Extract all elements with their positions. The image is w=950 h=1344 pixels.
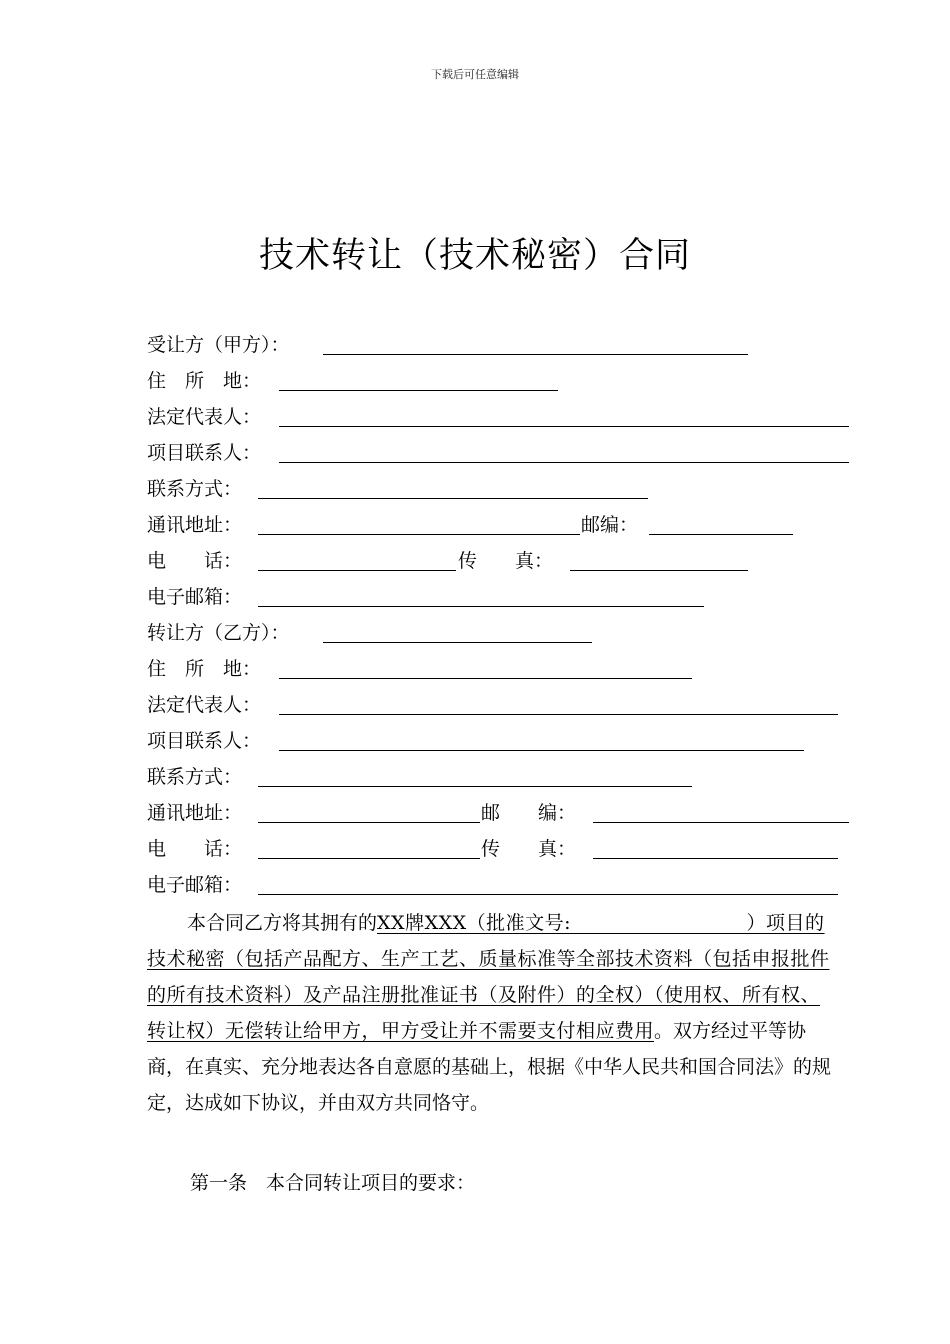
preamble-tail: 。双方经过平等协商，在真实、充分地表达各自意愿的基础上，根据《中华人民共和国合同法》的规定，达成如下协议，并由双方共同恪守。 [147, 1020, 832, 1114]
legal-rep-b-label: 法定代表人： [147, 694, 262, 716]
mail-address-a-label: 通讯地址： [147, 514, 243, 536]
email-b-blank[interactable] [258, 894, 838, 895]
mail-address-b-blank[interactable] [258, 822, 480, 823]
postcode-a-blank[interactable] [649, 534, 793, 535]
contact-person-b-blank[interactable] [279, 750, 804, 751]
contract-title: 技术转让（技术秘密）合同 [258, 236, 691, 276]
party-b-label: 转让方（乙方）： [147, 622, 290, 644]
contact-person-a-blank[interactable] [279, 462, 849, 463]
postcode-b-blank[interactable] [593, 822, 849, 823]
address-a-label: 住 所 地： [147, 370, 262, 392]
fax-a-blank[interactable] [570, 570, 748, 571]
contact-method-a-blank[interactable] [258, 498, 648, 499]
legal-rep-a-label: 法定代表人： [147, 406, 262, 428]
contact-method-a-label: 联系方式： [147, 478, 243, 500]
address-b-label: 住 所 地： [147, 658, 262, 680]
phone-a-label: 电 话： [147, 550, 243, 572]
contact-method-b-label: 联系方式： [147, 766, 243, 788]
phone-a-blank[interactable] [258, 570, 456, 571]
preamble-lead: 本合同乙方将其拥有的 [187, 912, 378, 934]
article-1-heading: 第一条 本合同转让项目的要求： [190, 1172, 476, 1194]
fax-b-label: 传 真： [481, 838, 577, 860]
address-a-blank[interactable] [279, 390, 558, 391]
postcode-b-label: 邮 编： [481, 802, 577, 824]
party-a-blank[interactable] [323, 354, 748, 355]
email-a-label: 电子邮箱： [147, 586, 243, 608]
fax-a-label: 传 真： [458, 550, 554, 572]
fax-b-blank[interactable] [593, 858, 838, 859]
phone-b-blank[interactable] [258, 858, 480, 859]
legal-rep-a-blank[interactable] [279, 426, 849, 427]
legal-rep-b-blank[interactable] [279, 714, 838, 715]
page-header: 下载后可任意编辑 [431, 68, 519, 81]
email-b-label: 电子邮箱： [147, 874, 243, 896]
contract-preamble [147, 905, 839, 1121]
address-b-blank[interactable] [279, 678, 692, 679]
email-a-blank[interactable] [258, 606, 704, 607]
phone-b-label: 电 话： [147, 838, 243, 860]
contact-person-b-label: 项目联系人： [147, 730, 262, 752]
contact-method-b-blank[interactable] [258, 786, 692, 787]
preamble-underlined: XX牌XXX（批准文号: ）项目的技术秘密（包括产品配方、生产工艺、质量标准等全部技术资料（包括申报批件的所有技术资料）及产品注册批准证书（及附件）的全权）（使用权、所有权、转让权）无偿转让给甲方，甲方受让并不需要支付相应费用 [147, 912, 830, 1042]
postcode-a-label: 邮编： [581, 514, 639, 536]
party-a-label: 受让方（甲方）： [147, 334, 290, 356]
party-b-blank[interactable] [323, 642, 592, 643]
mail-address-b-label: 通讯地址： [147, 802, 243, 824]
mail-address-a-blank[interactable] [258, 534, 580, 535]
contact-person-a-label: 项目联系人： [147, 442, 262, 464]
